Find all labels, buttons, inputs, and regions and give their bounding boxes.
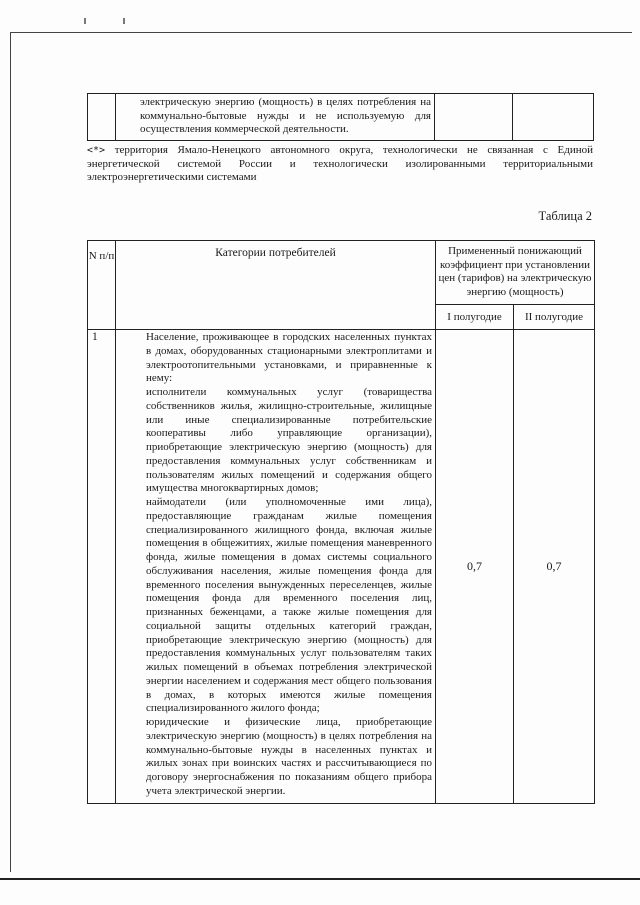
cell-category	[116, 94, 435, 141]
category-paragraph: Население, проживающее в городских населенных пунктах в домах, оборудованных стационарными электроплитами и электроотопительными установками, и приравненные к нему:	[146, 331, 432, 385]
continuation-text: электрическую энергию (мощность) в целях потребления на коммунально-бытовые нужды и не используемую для осуществления коммерческой деятельности.	[140, 96, 431, 135]
header-half2: II полугодие	[514, 305, 595, 330]
footnote-text: территория Ямало-Ненецкого автономного округа, технологически не связанная с Единой энергетической системой России и технологически изолированными территориальными электроэнергетическими системами	[87, 144, 593, 183]
header-category: Категории потребителей	[116, 241, 436, 330]
footnote	[87, 144, 593, 185]
row-half2-value: 0,7	[514, 330, 595, 804]
category-paragraph: исполнители коммунальных услуг (товарищества собственников жилья, жилищно-строительные, жилищные или иные специализированные потребительские кооперативы либо управляющие организации), приобретающие электрическую энергию (мощность) для предоставления коммунальных услуг собственникам и пользователям жилых помещений и содержания общего имущества многоквартирных домов;	[146, 386, 432, 495]
cell-half2	[513, 94, 594, 141]
row-half1-value: 0,7	[436, 330, 514, 804]
tariff-coefficient-table	[87, 240, 595, 804]
footnote-marker: <*>	[87, 145, 106, 156]
table-caption: Таблица 2	[538, 209, 592, 223]
table-row	[88, 330, 595, 804]
category-paragraph: юридические и физические лица, приобретающие электрическую энергию (мощность) в целях потребления на коммунально-бытовые нужды в населенных пунктах и жилых зонах при воинских частях и рассчитывающиеся по договору энергоснабжения по показаниям общего прибора учета электрической энергии.	[146, 716, 432, 797]
header-num: N п/п	[88, 241, 116, 330]
cell-half1	[435, 94, 513, 141]
row-category	[116, 330, 436, 804]
cell-num	[88, 94, 116, 141]
row-number: 1	[88, 330, 116, 804]
continuation-table	[87, 93, 594, 141]
category-paragraph: наймодатели (или уполномоченные ими лица), предоставляющие гражданам жилые помещения специализированного жилищного фонда, включая жилые помещения в общежитиях, жилые помещения маневренного фонда, жилые помещения в домах системы социального обслуживания населения, жилые помещения фонда для временного поселения вынужденных переселенцев, жилые помещения фонда для временного поселения лиц, признанных беженцами, а также жилые помещения для социальной защиты отдельных категорий граждан, приобретающие электрическую энергию (мощность) для предоставления коммунальных услуг пользователям таких жилых помещений в объемах потребления электрической энергии населением и содержания мест общего пользования в домах, в которых имеются жилые помещения специализированного жилого фонда;	[146, 496, 432, 715]
header-half1: I полугодие	[436, 305, 514, 330]
table-row	[88, 94, 594, 141]
scan-tick-mark	[84, 18, 86, 24]
header-row	[88, 241, 595, 305]
page-bottom-edge	[0, 878, 640, 880]
page-frame-top-line	[10, 32, 632, 33]
page-frame-left-line	[10, 32, 11, 872]
header-coefficient: Примененный понижающий коэффициент при установлении цен (тарифов) на электрическую энергию (мощность)	[436, 241, 595, 305]
scan-tick-mark	[123, 18, 125, 24]
